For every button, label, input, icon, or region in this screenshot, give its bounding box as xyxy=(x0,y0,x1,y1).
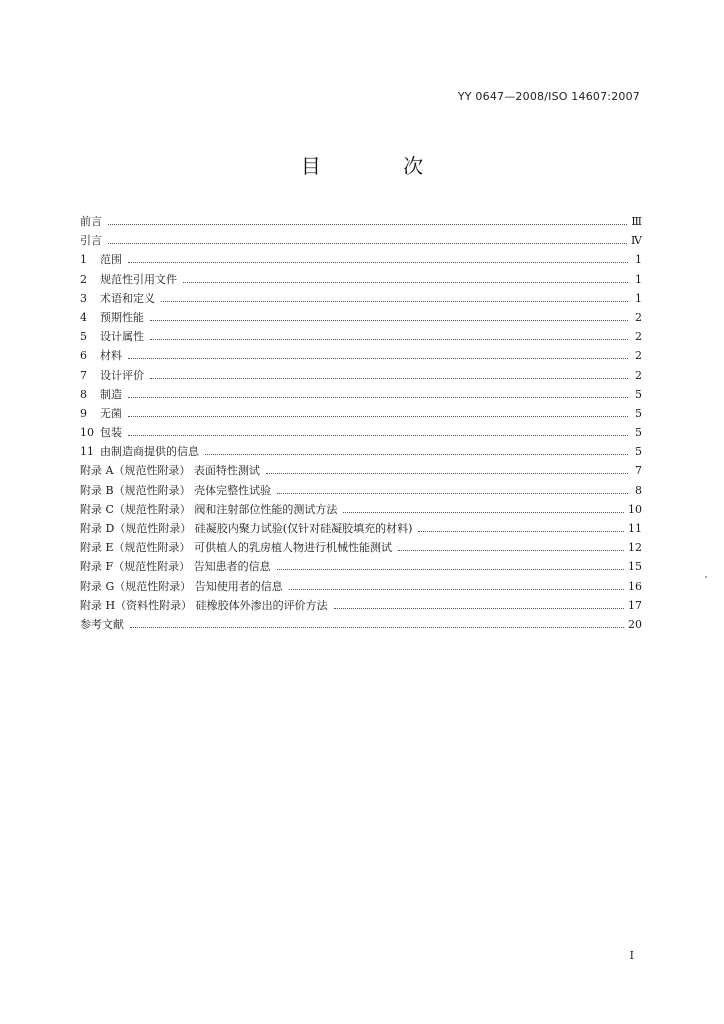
dot-leader xyxy=(266,473,628,474)
toc-entry-page: 2 xyxy=(635,310,642,324)
page-number: I xyxy=(629,949,634,962)
dot-leader xyxy=(183,282,628,283)
toc-entry[interactable] xyxy=(80,231,642,250)
toc-entry-title: 附录 F（规范性附录） 告知患者的信息 xyxy=(80,560,271,574)
dot-leader xyxy=(418,531,624,532)
toc-entry[interactable] xyxy=(80,423,642,442)
dot-leader xyxy=(128,416,628,417)
dot-leader xyxy=(128,397,628,398)
toc-entry-page: 5 xyxy=(635,445,642,459)
toc-entry-title: 引言 xyxy=(80,234,102,248)
toc-entry-page: 20 xyxy=(628,617,642,631)
toc-entry-title: 附录 H（资料性附录） 硅橡胶体外渗出的评价方法 xyxy=(80,598,328,612)
toc-entry-page: 8 xyxy=(635,483,642,497)
toc-entry-number: 10 xyxy=(80,426,94,440)
toc-entry-title: 包装 xyxy=(100,426,122,440)
toc-entry-page: 15 xyxy=(628,560,642,574)
toc-entry[interactable] xyxy=(80,366,642,385)
dot-leader xyxy=(108,243,627,244)
dot-leader xyxy=(150,378,628,379)
toc-entry-page: 1 xyxy=(635,253,642,267)
toc-entry[interactable] xyxy=(80,404,642,423)
toc-entry-title: 附录 B（规范性附录） 壳体完整性试验 xyxy=(80,483,272,497)
toc-entry[interactable] xyxy=(80,557,642,576)
toc-entry-title: 附录 G（规范性附录） 告知使用者的信息 xyxy=(80,579,283,593)
toc-entry-number: 5 xyxy=(80,330,87,344)
toc-entry-page: 10 xyxy=(628,502,642,516)
dot-leader xyxy=(128,262,628,263)
toc-entry-title: 术语和定义 xyxy=(100,291,155,305)
toc-entry-number: 4 xyxy=(80,310,87,324)
toc-entry[interactable] xyxy=(80,289,642,308)
toc-entry-number: 7 xyxy=(80,368,87,382)
toc-entry[interactable] xyxy=(80,500,642,519)
toc-entry[interactable] xyxy=(80,327,642,346)
toc-entry-page: Ⅲ xyxy=(631,215,642,228)
toc-entry[interactable] xyxy=(80,212,642,231)
toc-entry[interactable] xyxy=(80,615,642,634)
dot-leader xyxy=(128,358,628,359)
toc-entry-number: 8 xyxy=(80,387,87,401)
dot-leader xyxy=(334,608,624,609)
dot-leader xyxy=(161,301,628,302)
toc-entry[interactable] xyxy=(80,346,642,365)
toc-entry-number: 11 xyxy=(80,445,94,459)
toc-entry-page: 12 xyxy=(628,541,642,555)
toc-entry-title: 预期性能 xyxy=(100,310,144,324)
scan-artifact xyxy=(705,576,707,578)
toc-entry-number: 9 xyxy=(80,406,87,420)
toc-entry[interactable] xyxy=(80,442,642,461)
toc-entry-number: 1 xyxy=(80,253,87,267)
toc-entry-page: 2 xyxy=(635,349,642,363)
toc-entry[interactable] xyxy=(80,250,642,269)
toc-entry[interactable] xyxy=(80,461,642,480)
toc-entry-title: 附录 A（规范性附录） 表面特性测试 xyxy=(80,464,260,478)
toc-entry[interactable] xyxy=(80,596,642,615)
toc-entry-title: 规范性引用文件 xyxy=(100,272,177,286)
standard-number: YY 0647—2008/ISO 14607:2007 xyxy=(457,90,640,103)
table-of-contents xyxy=(80,212,642,634)
toc-entry[interactable] xyxy=(80,538,642,557)
toc-entry-page: 2 xyxy=(635,330,642,344)
toc-entry-page: 2 xyxy=(635,368,642,382)
toc-entry-title: 制造 xyxy=(100,387,122,401)
toc-entry-title: 附录 C（规范性附录） 阀和注射部位性能的测试方法 xyxy=(80,502,338,516)
toc-entry-title: 由制造商提供的信息 xyxy=(100,445,199,459)
toc-entry-page: 1 xyxy=(635,291,642,305)
toc-entry-title: 设计评价 xyxy=(100,368,144,382)
toc-entry[interactable] xyxy=(80,270,642,289)
toc-entry-number: 2 xyxy=(80,272,87,286)
toc-entry-page: 5 xyxy=(635,406,642,420)
dot-leader xyxy=(277,493,628,494)
toc-entry[interactable] xyxy=(80,481,642,500)
dot-leader xyxy=(108,224,627,225)
toc-entry-page: 17 xyxy=(628,598,642,612)
dot-leader xyxy=(150,320,628,321)
toc-entry[interactable] xyxy=(80,519,642,538)
toc-entry-title: 附录 E（规范性附录） 可供植人的乳房植人物进行机械性能测试 xyxy=(80,541,393,555)
toc-entry-title: 附录 D（规范性附录） 硅凝胶内聚力试验(仅针对硅凝胶填充的材料) xyxy=(80,522,413,535)
toc-entry-page: 11 xyxy=(628,522,642,535)
dot-leader xyxy=(398,550,624,551)
page-title: 目 次 xyxy=(300,154,462,178)
toc-entry[interactable] xyxy=(80,577,642,596)
dot-leader xyxy=(343,512,624,513)
dot-leader xyxy=(289,589,624,590)
toc-entry-page: Ⅳ xyxy=(631,234,642,248)
toc-entry-page: 5 xyxy=(635,426,642,440)
toc-entry-title: 无菌 xyxy=(100,406,122,420)
dot-leader xyxy=(277,569,624,570)
toc-entry-title: 前言 xyxy=(80,215,102,228)
toc-entry-number: 6 xyxy=(80,349,87,363)
toc-entry-page: 16 xyxy=(628,579,642,593)
toc-entry-page: 7 xyxy=(635,464,642,478)
dot-leader xyxy=(128,435,628,436)
toc-entry[interactable] xyxy=(80,385,642,404)
dot-leader xyxy=(130,627,624,628)
toc-entry-title: 材料 xyxy=(100,349,122,363)
toc-entry-page: 1 xyxy=(635,272,642,286)
toc-entry-page: 5 xyxy=(635,387,642,401)
toc-entry-number: 3 xyxy=(80,291,87,305)
dot-leader xyxy=(205,454,628,455)
dot-leader xyxy=(150,339,628,340)
toc-entry-title: 参考文献 xyxy=(80,617,124,631)
toc-entry-title: 设计属性 xyxy=(100,330,144,344)
toc-entry[interactable] xyxy=(80,308,642,327)
toc-entry-title: 范围 xyxy=(100,253,122,267)
